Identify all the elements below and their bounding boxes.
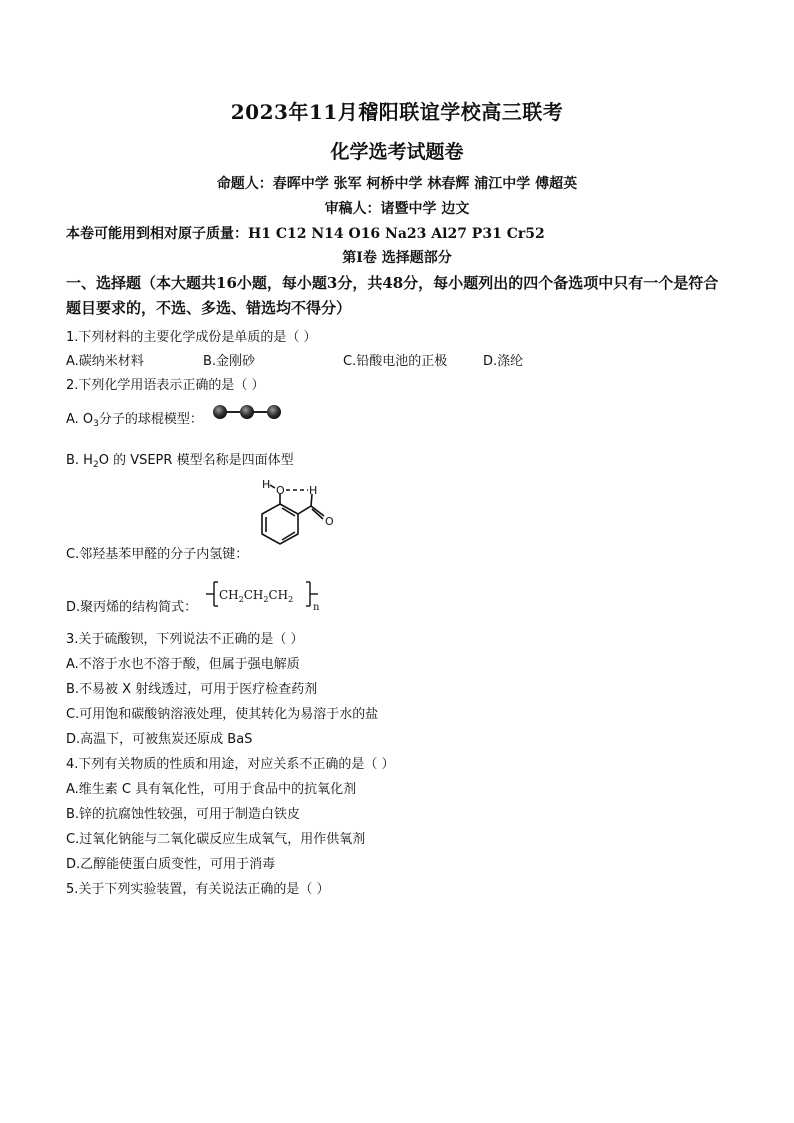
option-b-subscript: 2 [92, 460, 99, 470]
section-instructions: 一、选择题（本大题共16小题，每小题3分，共48分，每小题列出的四个备选项中只有一个是符合题目要求的，不选、多选、错选均不得分） [66, 274, 719, 317]
section-title: 第Ⅰ卷 选择题部分 [342, 250, 452, 266]
question-4-stem: 4.下列有关物质的性质和用途，对应关系不正确的是（ ） [66, 757, 395, 772]
option-a-subscript: 3 [93, 419, 99, 429]
question-2-option-d: D.聚丙烯的结构简式： [66, 600, 198, 615]
atomic-masses-line: 本卷可能用到相对原子质量：H1 C12 N14 O16 Na23 Al27 P31 Cr52 [66, 226, 545, 242]
question-2-stem: 2.下列化学用语表示正确的是（ ） [66, 378, 265, 393]
question-2-option-c: C.邻羟基苯甲醛的分子内氢键： [66, 547, 249, 562]
oxygen-atom-1 [213, 405, 227, 419]
exam-title: 2023年11月稽阳联谊学校高三联考 [230, 100, 564, 124]
question-3-option-c: C.可用饱和碳酸钠溶液处理，使其转化为易溶于水的盐 [66, 707, 379, 722]
repeat-n: n [313, 602, 320, 612]
question-3-option-b: B.不易被 X 射线透过，可用于医疗检查药剂 [66, 682, 318, 697]
ozone-ball-stick-model [210, 402, 284, 422]
question-4-option-c: C.过氧化钠能与二氧化碳反应生成氧气，用作供氧剂 [66, 832, 366, 847]
question-3-option-d: D.高温下，可被焦炭还原成 BaS [66, 732, 253, 747]
option-b-prefix: B. H [66, 453, 93, 468]
question-2-option-b [66, 449, 294, 470]
question-3-stem: 3.关于硫酸钡，下列说法不正确的是（ ） [66, 632, 304, 647]
reviewer-line: 审稿人：诸暨中学 边文 [324, 201, 470, 217]
option-a-prefix: A. O [66, 412, 94, 427]
formula-text: $CH_2CH_2CH_2$ [219, 588, 294, 604]
salicylaldehyde-structure [248, 476, 348, 556]
atom-o2: O [325, 515, 334, 528]
question-1-option-a: A.碳纳米材料 [66, 354, 144, 369]
atom-h1: H [262, 478, 271, 491]
question-1-option-c: C.铅酸电池的正极 [343, 354, 448, 369]
question-1-option-d: D.涤纶 [483, 354, 524, 369]
oxygen-atom-2 [240, 405, 254, 419]
question-3-option-a: A.不溶于水也不溶于酸，但属于强电解质 [66, 657, 300, 672]
polypropylene-formula [204, 578, 328, 612]
question-5-stem: 5.关于下列实验装置，有关说法正确的是（ ） [66, 882, 330, 897]
option-a-text: 分子的球棍模型： [98, 412, 203, 427]
question-1-stem: 1.下列材料的主要化学成份是单质的是（ ） [66, 330, 317, 345]
oxygen-atom-3 [267, 405, 281, 419]
question-2-option-a [66, 408, 203, 429]
exam-subtitle: 化学选考试题卷 [330, 141, 464, 163]
option-b-text: O 的 VSEPR 模型名称是四面体型 [98, 453, 294, 468]
question-4-option-d: D.乙醇能使蛋白质变性，可用于消毒 [66, 857, 276, 872]
authors-line: 命题人：春晖中学 张军 柯桥中学 林春辉 浦江中学 傅超英 [216, 176, 578, 192]
atom-h2: H [309, 484, 318, 497]
question-4-option-a: A.维生素 C 具有氧化性，可用于食品中的抗氧化剂 [66, 782, 357, 797]
atom-o1: O [276, 484, 285, 497]
question-4-option-b: B.锌的抗腐蚀性较强，可用于制造白铁皮 [66, 807, 301, 822]
question-1-option-b: B.金刚砂 [203, 354, 256, 369]
benzene-ring [262, 504, 298, 544]
